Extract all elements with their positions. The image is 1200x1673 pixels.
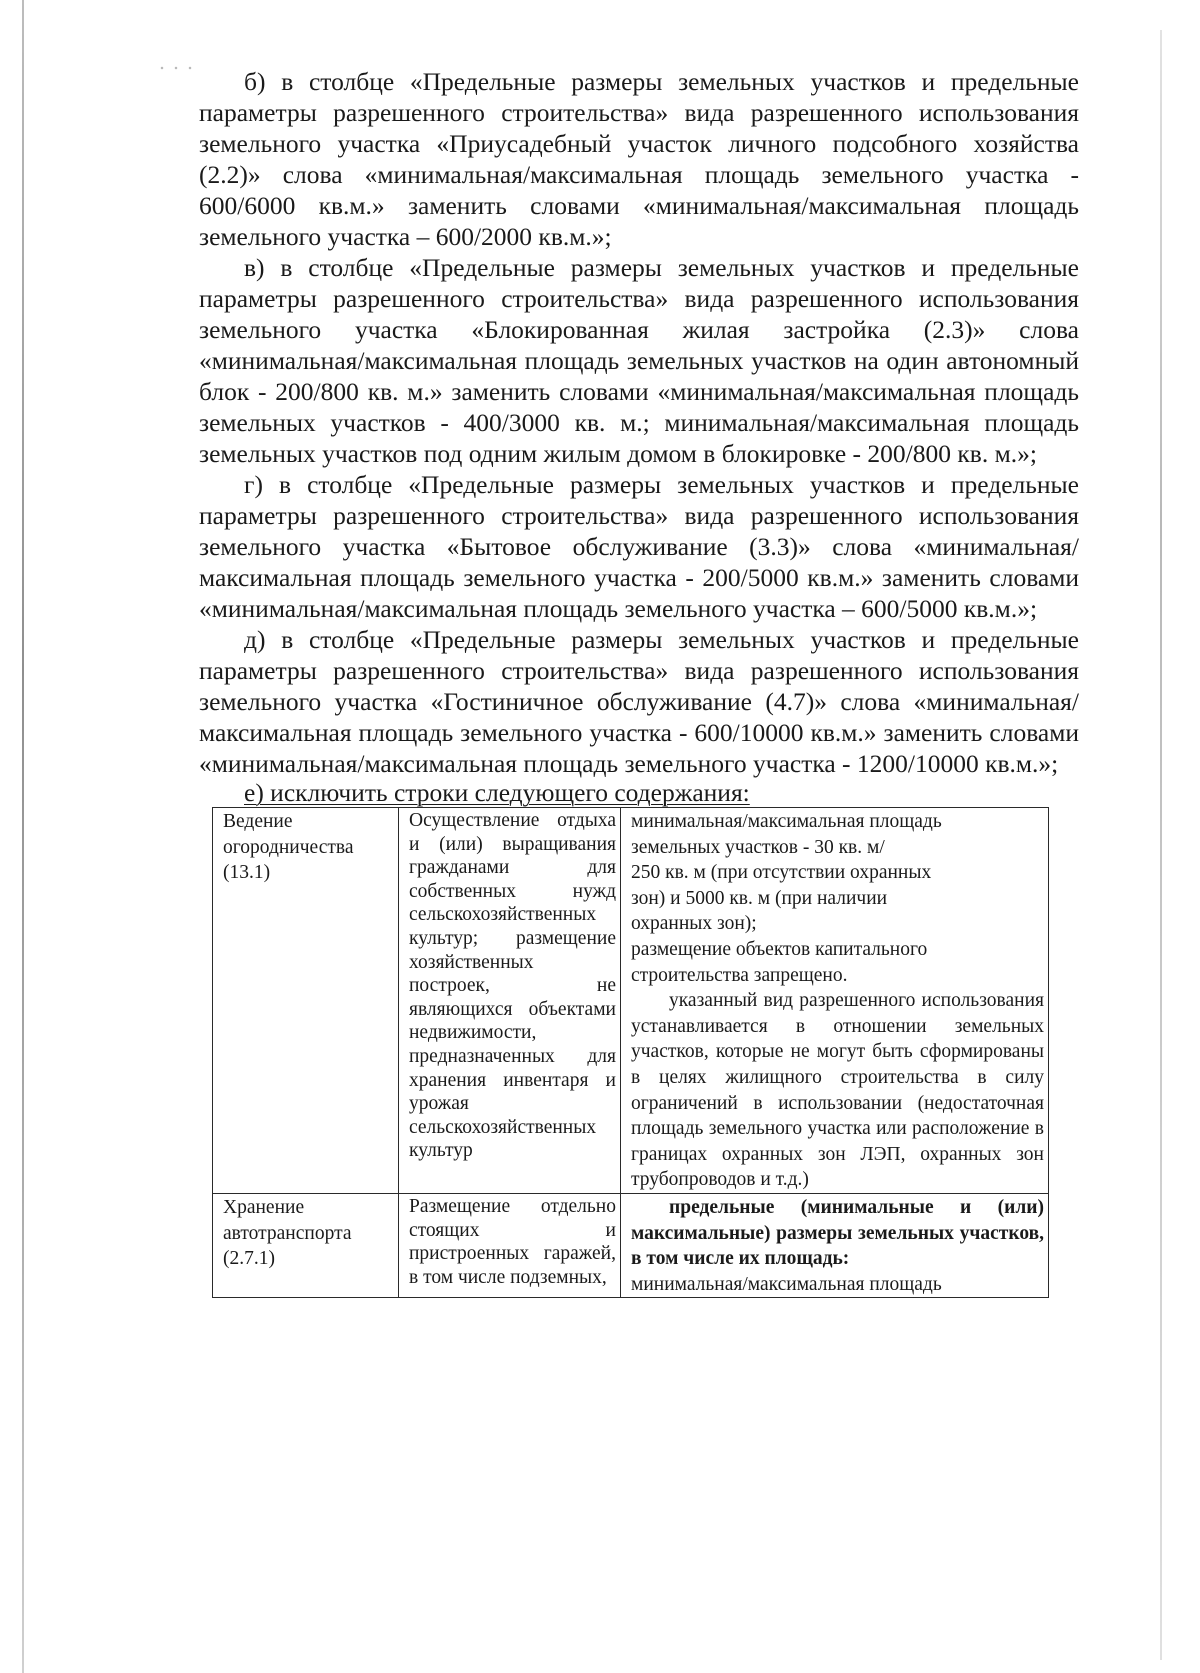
table-cell-limits [621, 1193, 1049, 1297]
scan-specks [155, 66, 195, 70]
paragraph-d: д) в столбце «Предельные размеры земельных участков и предельные параметры разрешенного строительства» вида разрешенного использования земельного участка «Гостиничное обслуживание (4.7)» слова «минимальная/максимальная площадь земельного участка - 600/10000 кв.м.» заменить словами «минимальная/максимальная площадь земельного участка - 1200/10000 кв.м.»; [199, 625, 1079, 778]
limits-line: 250 кв. м (при отсутствии охранных [631, 862, 932, 884]
limits-note: указанный вид разрешенного использования устанавливается в отношении земельных участков, которые не могут быть сформированы в целях жилищного строительства в силу ограничений в использовании (недостаточная площадь земельного участка или расположение в границах охранных зон ЛЭП, охранных зон трубопроводов и т.д.) [631, 990, 1044, 1191]
scan-edge-right [1160, 30, 1162, 1660]
limits-line: охранных зон); [631, 913, 757, 935]
table-cell-name [213, 1193, 399, 1297]
limits-line: минимальная/максимальная площадь [631, 811, 942, 832]
scan-edge-left [22, 0, 24, 1673]
cell-name-text: Хранение автотранспорта (2.7.1) [223, 1196, 352, 1270]
table-cell-description [399, 808, 621, 1194]
paragraph-b: б) в столбце «Предельные размеры земельных участков и предельные параметры разрешенного строительства» вида разрешенного использования земельного участка «Приусадебный участок личного подсобного хозяйства (2.2)» слова «минимальная/максимальная площадь земельного участка - 600/6000 кв.м.» заменить словами «минимальная/максимальная площадь земельного участка – 600/2000 кв.м.»; [199, 67, 1079, 251]
limits-line: земельных участков - 30 кв. м/ [631, 836, 885, 858]
cell-description-text: Размещение отдельно стоящих и пристроенных гаражей, в том числе подземных, [409, 1195, 616, 1288]
cell-name-text: Ведение огородничества (13.1) [223, 811, 354, 884]
table-cell-description [399, 1193, 621, 1297]
paragraph-v: в) в столбце «Предельные размеры земельных участков и предельные параметры разрешенного строительства» вида разрешенного использования земельного участка «Блокированная жилая застройка (2.3)» слова «минимальная/максимальная площадь земельных участков на один автономный блок - 200/800 кв. м.» заменить словами «минимальная/максимальная площадь земельных участков - 400/3000 кв. м.; минимальная/максимальная площадь земельных участков под одним жилым домом в блокировке - 200/800 кв. м.»; [199, 253, 1079, 468]
limits-line: зон) и 5000 кв. м (при наличии [631, 887, 888, 909]
table-cell-limits [621, 808, 1049, 1194]
paragraph-g: г) в столбце «Предельные размеры земельных участков и предельные параметры разрешенного строительства» вида разрешенного использования земельного участка «Бытовое обслуживание (3.3)» слова «минимальная/максимальная площадь земельного участка - 200/5000 кв.м.» заменить словами «минимальная/максимальная площадь земельного участка – 600/5000 кв.м.»; [199, 470, 1079, 623]
limits-line: минимальная/максимальная площадь [631, 1273, 942, 1295]
document-body [199, 66, 1079, 1298]
limits-bold-heading: предельные (минимальные и (или) максимальные) размеры земельных участков, в том числе их площадь: [631, 1196, 1044, 1270]
paragraph-e: е) исключить строки следующего содержания: [244, 778, 750, 807]
limits-line: строительства запрещено. [631, 964, 848, 986]
table-row [213, 808, 1049, 1194]
cell-description-text: Осуществление отдыха и (или) выращивания гражданами для собственных нужд сельскохозяйственных культур; размещение хозяйственных построек, не являющихся объектами недвижимости, предназначенных для хранения инвентаря и урожая сельскохозяйственных культур [409, 810, 616, 1162]
table-cell-name [213, 808, 399, 1194]
table-row [213, 1193, 1049, 1297]
limits-line: размещение объектов капитального [631, 938, 928, 960]
excluded-rows-table [212, 807, 1049, 1298]
